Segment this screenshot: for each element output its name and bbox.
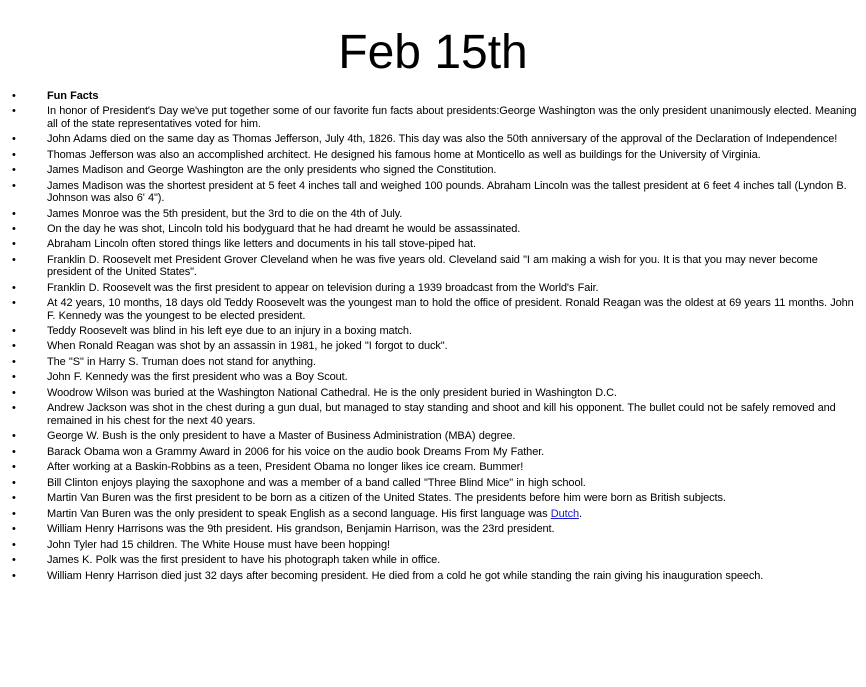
list-item: [0, 492, 866, 504]
bullet-icon: •: [12, 105, 16, 118]
fact-text: James Madison and George Washington are the only presidents who signed the Constitution.: [47, 164, 497, 177]
list-item: [0, 164, 866, 176]
bullet-icon: •: [12, 179, 16, 192]
list-item: [0, 223, 866, 235]
list-item: [0, 402, 866, 427]
fact-text: John Tyler had 15 children. The White House must have been hopping!: [47, 538, 390, 551]
list-item: [0, 430, 866, 442]
list-item: [0, 340, 866, 352]
fact-text: James Madison was the shortest president at 5 feet 4 inches tall and weighed 100 pounds. Abraham Lincoln was the tallest president at 6 feet 4 inches tall (Lyndon B. Johnson was also 6' 4").: [47, 179, 847, 205]
bullet-icon: •: [12, 371, 16, 384]
fact-text: James Monroe was the 5th president, but the 3rd to die on the 4th of July.: [47, 207, 403, 220]
list-item: [0, 446, 866, 458]
bullet-icon: •: [12, 325, 16, 337]
fact-text: Barack Obama won a Grammy Award in 2006 for his voice on the audio book Dreams From My Father.: [47, 445, 545, 458]
list-item: [0, 356, 866, 368]
list-item: [0, 539, 866, 551]
list-item: [0, 477, 866, 489]
bullet-icon: •: [12, 222, 16, 235]
list-item: [0, 180, 866, 205]
fact-text: Bill Clinton enjoys playing the saxophone and was a member of a band called "Three Blind Mice" in high school.: [47, 476, 586, 489]
bullet-icon: •: [12, 133, 16, 146]
bullet-icon: •: [12, 445, 16, 458]
list-item: [0, 570, 866, 582]
bullet-icon: •: [12, 164, 16, 177]
fact-text: When Ronald Reagan was shot by an assassin in 1981, he joked "I forgot to duck".: [47, 340, 448, 353]
fact-text: William Henry Harrisons was the 9th president. His grandson, Benjamin Harrison, was the 23rd president.: [47, 523, 555, 536]
list-item: [0, 508, 866, 520]
fact-text: Woodrow Wilson was buried at the Washington National Cathedral. He is the only president buried in Washington D.C.: [47, 386, 617, 399]
bullet-icon: •: [12, 386, 16, 399]
list-header: [0, 90, 866, 102]
fact-text: Martin Van Buren was the only president to speak English as a second language. His first language was: [47, 507, 551, 520]
bullet-icon: •: [12, 340, 16, 353]
fact-text: Franklin D. Roosevelt met President Grover Cleveland when he was five years old. Cleveland said "I am making a wish for you. It is that you may never become president of the United States".: [47, 253, 818, 279]
bullet-icon: •: [12, 148, 16, 161]
bullet-icon: •: [12, 281, 16, 294]
fact-text: On the day he was shot, Lincoln told his bodyguard that he had dreamt he would be assassinated.: [47, 222, 521, 235]
bullet-icon: •: [12, 492, 16, 505]
list-item: [0, 133, 866, 145]
fact-text: After working at a Baskin-Robbins as a teen, President Obama no longer likes ice cream. Bummer!: [47, 461, 524, 474]
page-title: Feb 15th: [338, 26, 528, 79]
bullet-icon: •: [12, 461, 16, 474]
list-item: [0, 523, 866, 535]
list-item: [0, 208, 866, 220]
fact-text-tail: .: [579, 507, 582, 520]
list-item: [0, 105, 866, 130]
fact-text: The "S" in Harry S. Truman does not stand for anything.: [47, 355, 316, 368]
bullet-icon: •: [12, 355, 16, 368]
bullet-icon: •: [12, 402, 16, 415]
bullet-icon: •: [12, 90, 16, 102]
list-item: [0, 149, 866, 161]
bullet-icon: •: [12, 476, 16, 489]
list-item: [0, 554, 866, 566]
fact-text: George W. Bush is the only president to have a Master of Business Administration (MBA) degree.: [47, 430, 516, 443]
fact-text: John F. Kennedy was the first president who was a Boy Scout.: [47, 371, 348, 384]
bullet-icon: •: [12, 207, 16, 220]
list-item: [0, 387, 866, 399]
list-item: [0, 282, 866, 294]
bullet-icon: •: [12, 430, 16, 443]
list-header-label: Fun Facts: [47, 90, 99, 102]
fact-text: Thomas Jefferson was also an accomplished architect. He designed his famous home at Monticello as well as buildings for the University of Virginia.: [47, 148, 761, 161]
fact-text: At 42 years, 10 months, 18 days old Teddy Roosevelt was the youngest man to hold the office of president. Ronald Reagan was the oldest at 69 years 11 months. John F. Kennedy was the youngest to be elected president.: [47, 297, 854, 322]
fact-text: Teddy Roosevelt was blind in his left eye due to an injury in a boxing match.: [47, 325, 412, 337]
list-item: [0, 325, 866, 337]
fact-text: James K. Polk was the first president to have his photograph taken while in office.: [47, 554, 441, 567]
bullet-icon: •: [12, 238, 16, 251]
bullet-icon: •: [12, 554, 16, 567]
bullet-icon: •: [12, 569, 16, 582]
fact-list: [0, 90, 866, 582]
list-item: [0, 371, 866, 383]
list-item: [0, 461, 866, 473]
bullet-icon: •: [12, 538, 16, 551]
bullet-icon: •: [12, 523, 16, 536]
fact-text: In honor of President's Day we've put together some of our favorite fun facts about presidents:George Washington was the only president unanimously elected. Meaning all of the state representatives voted for him.: [47, 105, 857, 130]
fact-text: Martin Van Buren was the first president to be born as a citizen of the United States. The presidents before him were born as British subjects.: [47, 492, 726, 505]
bullet-icon: •: [12, 253, 16, 266]
fact-text: Franklin D. Roosevelt was the first president to appear on television during a 1939 broadcast from the World's Fair.: [47, 281, 599, 294]
dutch-link[interactable]: Dutch: [550, 507, 579, 520]
fact-text: Andrew Jackson was shot in the chest during a gun dual, but managed to stay standing and shoot and kill his opponent. The bullet could not be safely removed and remained in his chest for the next 40 years.: [47, 402, 836, 427]
list-item: [0, 254, 866, 279]
bullet-icon: •: [12, 507, 16, 520]
fact-text: William Henry Harrison died just 32 days after becoming president. He died from a cold he got while standing the rain giving his inauguration speech.: [47, 569, 764, 582]
fact-text: John Adams died on the same day as Thomas Jefferson, July 4th, 1826. This day was also the 50th anniversary of the approval of the Declaration of Independence!: [47, 133, 838, 146]
list-item: [0, 238, 866, 250]
fact-text: Abraham Lincoln often stored things like letters and documents in his tall stove-piped hat.: [47, 238, 476, 251]
bullet-icon: •: [12, 297, 16, 310]
list-item: [0, 297, 866, 322]
